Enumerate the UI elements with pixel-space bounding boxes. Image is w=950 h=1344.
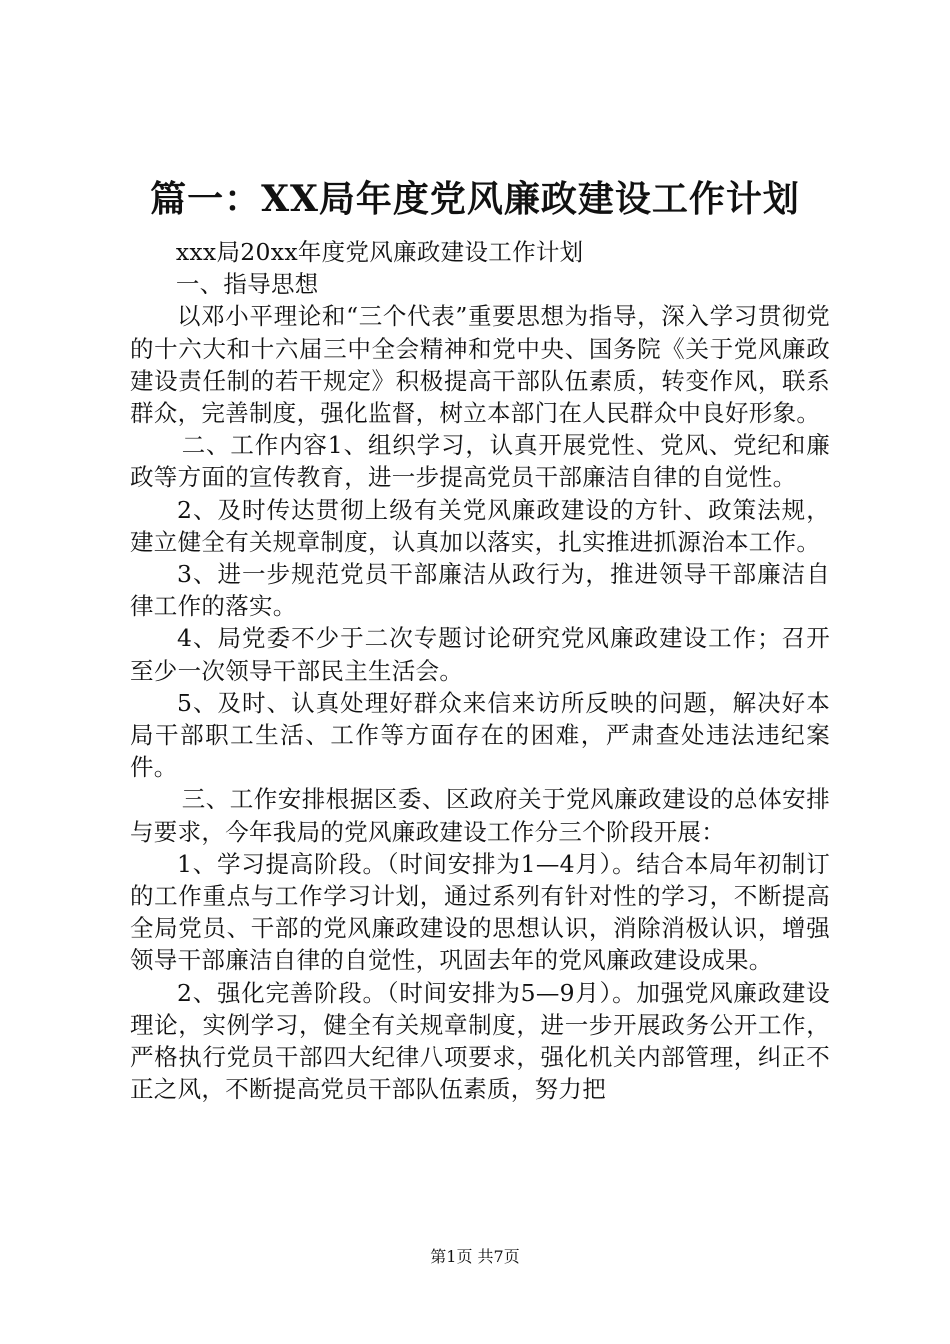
paragraph: 2、强化完善阶段。（时间安排为5—9月）。加强党风廉政建设理论，实例学习，健全有关规章制度，进一步开展政务公开工作，严格执行党员干部四大纪律八项要求，强化机关内部管理，纠正不正之风，不断提高党员干部队伍素质，努力把	[130, 978, 830, 1104]
page-number-footer: 第1页 共7页	[430, 1247, 520, 1266]
paragraph: 二、工作内容1、组织学习，认真开展党性、党风、党纪和廉政等方面的宣传教育，进一步提高党员干部廉洁自律的自觉性。	[130, 431, 830, 492]
document-body	[130, 236, 830, 1105]
paragraph-heading-guiding-thought: 一、指导思想	[175, 270, 319, 299]
paragraph: 1、学习提高阶段。（时间安排为1—4月）。结合本局年初制订的工作重点与工作学习计划，通过系列有针对性的学习，不断提高全局党员、干部的党风廉政建设的思想认识，消除消极认识，增强领导干部廉洁自律的自觉性，巩固去年的党风廉政建设成果。	[130, 849, 830, 975]
paragraph: 5、及时、认真处理好群众来信来访所反映的问题，解决好本局干部职工生活、工作等方面存在的困难，严肃查处违法违纪案件。	[130, 688, 830, 782]
paragraph: 3、进一步规范党员干部廉洁从政行为，推进领导干部廉洁自律工作的落实。	[130, 560, 830, 621]
paragraph: 以邓小平理论和“三个代表”重要思想为指导，深入学习贯彻党的十六大和十六届三中全会精神和党中央、国务院《关于党风廉政建设责任制的若干规定》积极提高干部队伍素质，转变作风，联系群众，完善制度，强化监督，树立本部门在人民群众中良好形象。	[130, 302, 830, 428]
paragraph-subtitle: xxx局20xx年度党风廉政建设工作计划	[175, 238, 584, 266]
paragraph: 2、及时传达贯彻上级有关党风廉政建设的方针、政策法规，建立健全有关规章制度，认真加以落实，扎实推进抓源治本工作。	[130, 495, 830, 556]
paragraph: 三、工作安排根据区委、区政府关于党风廉政建设的总体安排与要求，今年我局的党风廉政建设工作分三个阶段开展：	[130, 785, 830, 846]
document-title: 篇一：XX局年度党风廉政建设工作计划	[150, 178, 800, 220]
paragraph: 4、局党委不少于二次专题讨论研究党风廉政建设工作；召开至少一次领导干部民主生活会。	[130, 624, 830, 685]
